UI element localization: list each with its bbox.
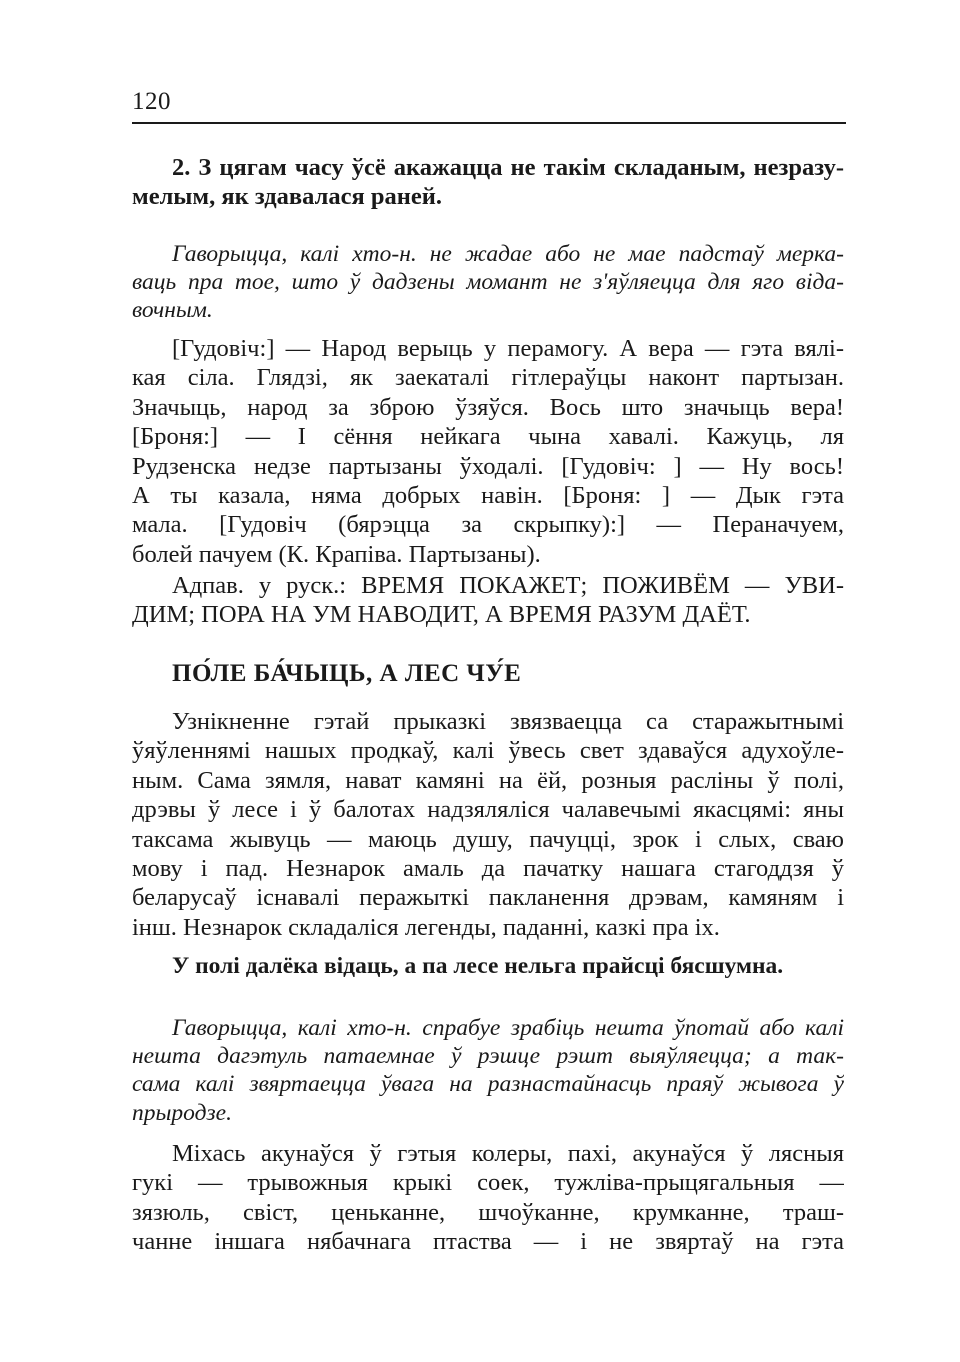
text-line: зязюль, свіст, ценьканне, шчоўканне, крумканне, траш- [132, 1198, 844, 1226]
text-line: сама калі звяртаецца ўвага на разнастайнасць праяў жывога ў [132, 1071, 844, 1098]
text-line: дрэвы ў лесе і ў балотах надзяляліся чалавечымі якасцямі: яны [132, 796, 844, 824]
text-line: ваць пра тое, што ў дадзены момант не з'яўляецца для яго відa- [132, 269, 844, 296]
text-line: Адпав. у руск.: ВРЕМЯ ПОКАЖЕТ; ПОЖИВЁМ — УВИ- [172, 572, 844, 599]
text-line: мала. [Гудовіч (бярэцца за скрыпку):] — Пераначуем, [132, 511, 844, 539]
quote-2 [132, 1139, 844, 1257]
text-line: ўяўленнямі нашых продкаў, калі ўвесь свет здаваўся адухоўле- [132, 737, 844, 765]
text-line: нешта дагэтуль патаемнае ў рэшце рэшт выяўляецца; а так- [132, 1043, 844, 1070]
text-line: Гаворыцца, калі хто-н. не жадае або не мае падстаў мерка- [172, 241, 844, 267]
text-line: А ты казала, няма добрых навін. [Броня: ] — Дык гэта [132, 481, 844, 509]
text-line: мелым, як здавалася раней. [132, 183, 442, 211]
usage-note-2 [132, 1014, 844, 1128]
text-line: мову і пад. Незнарок амаль да пачатку нашага стагоддзя ў [132, 854, 844, 882]
text-line: Узнікненне гэтай прыказкі звязваецца са старажытнымі [172, 708, 844, 735]
text-line: ным. Сама зямля, нават камяні на ёй, розныя расліны ў полі, [132, 766, 844, 794]
text-line: інш. Незнарок складаліся легенды, паданні, казкі пра іх. [132, 913, 720, 941]
text-line: Гаворыцца, калі хто-н. спрабуе зрабіць нешта ўпотай або калі [172, 1015, 844, 1041]
section-heading: ПО́ЛЕ БА́ЧЫЦЬ, А ЛЕС ЧУ́Е [172, 660, 522, 687]
text-line: таксама жывуць — маюць душу, пачуцці, зрок і слых, сваю [132, 825, 844, 853]
text-line: кая сіла. Глядзі, як заекаталі гітлераўцы наконт партызан. [132, 364, 844, 392]
text-line: болей пачуем (К. Крапіва. Партызаны). [132, 540, 541, 568]
russian-equivalent [132, 571, 844, 630]
text-line: Значыць, народ за зброю ўзяўся. Вось што значыць вера! [132, 393, 844, 421]
page-number: 120 [132, 88, 171, 115]
text-line: прыродзе. [132, 1099, 232, 1126]
text-line: вочным. [132, 297, 213, 324]
quote-1 [132, 335, 844, 569]
text-line: ДИМ; ПОРА НА УМ НАВОДИТ, А ВРЕМЯ РАЗУМ ДАЁТ. [132, 601, 751, 629]
text-line: гукі — трывожныя крыкі соек, тужліва-прыцягальныя — [132, 1169, 844, 1197]
variant-heading: У полі далёка відаць, а па лесе нельга прайсці бясшумна. [172, 953, 784, 979]
text-line: чанне іншага нябачнага птаства — і не звяртаў на гэта [132, 1228, 844, 1256]
header-rule [132, 122, 846, 124]
usage-note-1 [132, 239, 844, 325]
text-line: [Броня:] — І сёння нейкага чына хавалі. Кажуць, ля [132, 423, 844, 451]
text-line: 2. З цягам часу ўсё акажацца не такім складаным, незразу- [172, 154, 844, 181]
text-line: Рудзенска недзе партызаны ўходалі. [Гудовіч: ] — Ну вось! [132, 452, 844, 480]
text-line: Міхась акунаўся ў гэтыя колеры, пахі, акунаўся ў лясныя [172, 1140, 844, 1167]
origin-paragraph [132, 708, 844, 942]
text-line: [Гудовіч:] — Народ верыць у перамогу. А вера — гэта вялі- [172, 335, 844, 362]
text-line: беларусаў існавалі перажыткі пакланення дрэвам, камяням і [132, 884, 844, 912]
meaning-item-2 [132, 153, 844, 212]
